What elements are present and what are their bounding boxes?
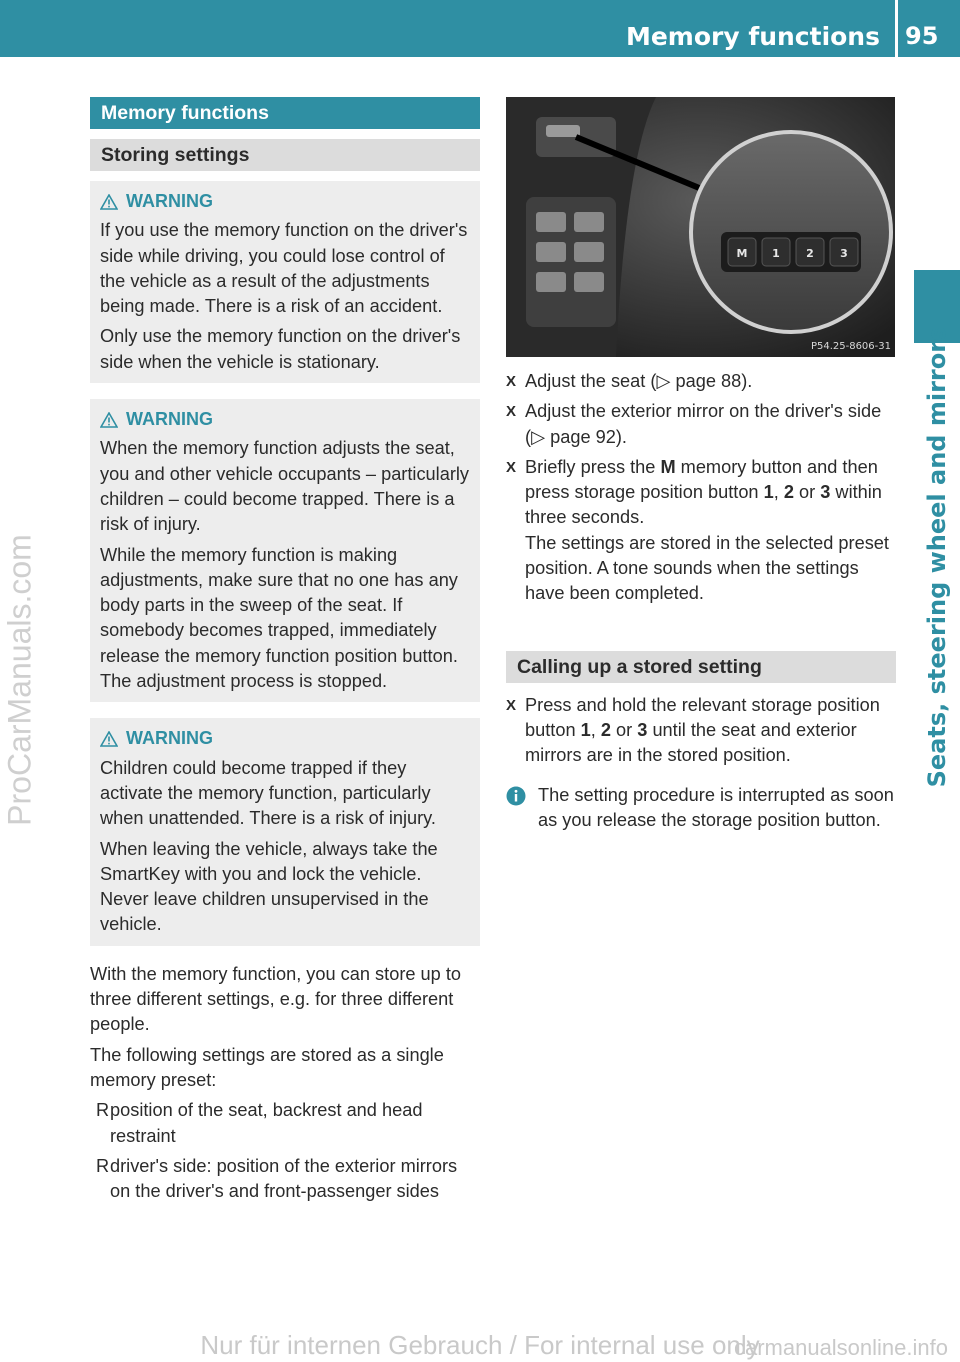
- page-number: 95: [905, 22, 939, 50]
- warning-paragraph: While the memory function is making adjustments, make sure that no one has any body parts in the sweep of the seat. If somebody becomes trapped, immediately release the memory function position button. The adjustment process is stopped.: [100, 544, 458, 692]
- photo-button-label: M: [736, 247, 748, 260]
- button-ref: 2: [783, 482, 794, 503]
- step-text: ,: [773, 482, 784, 503]
- step-note: The settings are stored in the selected preset position. A tone sounds when the settings have been completed.: [525, 532, 889, 604]
- warning-paragraph: If you use the memory function on the driver's side while driving, you could lose control of the vehicle as a result of the adjustments being made. There is a risk of an accident.: [100, 220, 468, 317]
- list-item-text: position of the seat, backrest and head restraint: [110, 1100, 423, 1146]
- photo-code: P54.25-8606-31: [810, 341, 891, 352]
- warning-label: WARNING: [126, 409, 213, 430]
- warning-paragraph: Children could become trapped if they activate the memory function, particularly when unattended. There is a risk of injury.: [100, 757, 436, 829]
- step-text: or: [793, 482, 821, 503]
- page-ref-icon: ▷: [656, 371, 671, 391]
- subsection-heading: Calling up a stored setting: [506, 651, 896, 683]
- settings-list: [90, 1098, 480, 1204]
- button-ref: 3: [820, 482, 831, 503]
- info-note: [506, 783, 896, 834]
- step-text: until the seat and exterior mirrors are in the stored position.: [525, 719, 857, 766]
- page-ref-icon: ▷: [531, 426, 546, 447]
- step-text: page 88).: [670, 371, 753, 391]
- step-text: Adjust the seat (: [525, 371, 657, 391]
- memory-buttons-photo: [506, 97, 895, 357]
- step-text: Briefly press the: [525, 456, 661, 477]
- left-column: [90, 97, 480, 1209]
- warning-paragraph: Only use the memory function on the driver's side when the vehicle is stationary.: [100, 326, 461, 372]
- step-text: page 92).: [545, 426, 627, 447]
- step-text: Adjust the exterior mirror on the driver's side (: [525, 401, 882, 447]
- step-text: within three seconds.: [525, 482, 882, 528]
- step-marker-icon: X: [506, 458, 517, 476]
- footer-site-watermark: carmanualsonline.info: [733, 1335, 948, 1360]
- section-heading: Memory functions: [90, 97, 480, 129]
- step-text: ,: [590, 719, 601, 740]
- photo-button-label: 1: [772, 247, 780, 260]
- info-text: The setting procedure is interrupted as soon as you release the storage position button.: [538, 784, 894, 830]
- info-icon: [506, 786, 526, 813]
- step-item: [506, 399, 896, 450]
- subsection-heading: Storing settings: [90, 139, 480, 171]
- intro-paragraph: With the memory function, you can store up to three different settings, e.g. for three different people.: [90, 963, 461, 1035]
- step-item: [506, 455, 896, 607]
- step-item: [506, 369, 896, 394]
- button-ref: 1: [763, 482, 774, 503]
- bullet-marker: R: [96, 1155, 110, 1176]
- warning-box: [90, 399, 480, 702]
- photo-button-label: 3: [840, 247, 848, 260]
- warning-triangle-icon: [100, 731, 118, 747]
- warning-triangle-icon: [100, 194, 118, 210]
- header-divider: [895, 0, 898, 57]
- warning-title: [100, 726, 472, 751]
- button-ref: 1: [580, 719, 591, 740]
- side-watermark: ProCarManuals.com: [1, 534, 38, 826]
- bullet-marker: R: [96, 1100, 110, 1121]
- warning-label: WARNING: [126, 728, 213, 749]
- button-ref: M: [660, 456, 676, 477]
- photo-button-label: 2: [806, 247, 814, 260]
- button-ref: 3: [637, 719, 648, 740]
- right-column: [506, 97, 896, 833]
- step-item: [506, 693, 896, 769]
- calling-steps: [506, 693, 896, 769]
- list-item-text: driver's side: position of the exterior mirrors on the driver's and front-passenger sides: [110, 1155, 458, 1202]
- page-header: [0, 0, 960, 57]
- list-item: [90, 1098, 480, 1149]
- list-intro-paragraph: The following settings are stored as a single memory preset:: [90, 1044, 444, 1090]
- step-text: Press and hold the relevant storage position button: [525, 694, 880, 740]
- door-panel-illustration: [506, 97, 895, 357]
- warning-triangle-icon: [100, 412, 118, 428]
- header-title: Memory functions: [625, 22, 880, 51]
- step-text: memory button and then press storage position button: [525, 456, 878, 503]
- step-text: or: [610, 719, 638, 740]
- warning-paragraph: When the memory function adjusts the seat, you and other vehicle occupants – particularly children – could become trapped. There is a risk of injury.: [100, 438, 470, 535]
- storing-steps: [506, 369, 896, 607]
- warning-title: [100, 189, 472, 214]
- warning-box: [90, 718, 480, 945]
- warning-box: [90, 181, 480, 383]
- step-marker-icon: X: [506, 373, 517, 390]
- chapter-title: Seats, steering wheel and mirrors: [923, 326, 951, 788]
- warning-title: [100, 407, 472, 432]
- footer-watermark: Nur für internen Gebrauch / For internal use only: [200, 1330, 760, 1360]
- warning-paragraph: When leaving the vehicle, always take the SmartKey with you and lock the vehicle. Never leave children unsupervised in the vehicle.: [100, 838, 438, 935]
- step-marker-icon: X: [506, 696, 517, 714]
- list-item: [90, 1154, 480, 1205]
- warning-label: WARNING: [126, 191, 213, 211]
- step-marker-icon: X: [506, 403, 517, 421]
- button-ref: 2: [600, 719, 611, 740]
